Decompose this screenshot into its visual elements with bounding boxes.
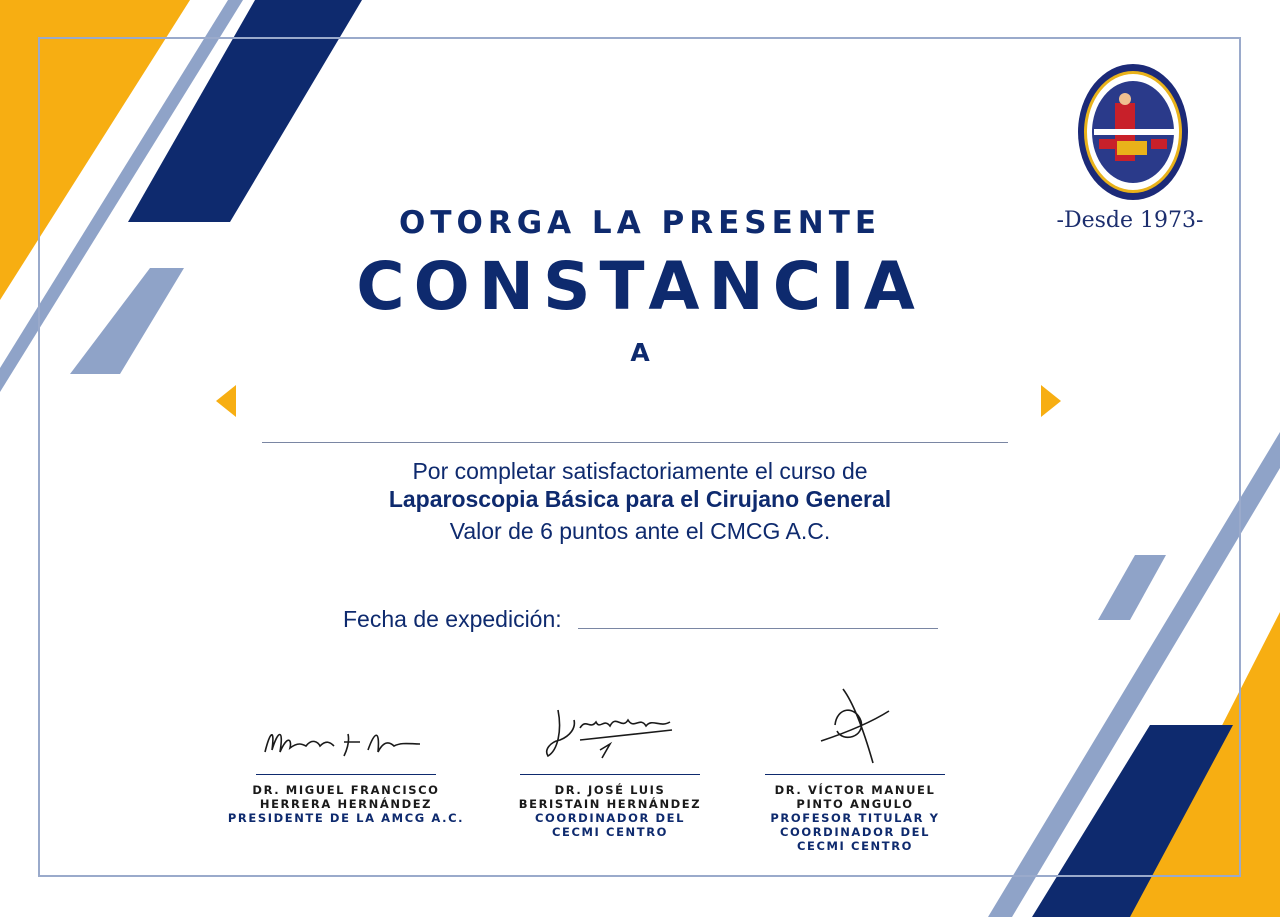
signature-herrera (260, 712, 435, 767)
issue-date-line (578, 628, 938, 629)
signature-beristain (540, 700, 680, 768)
signatory-name-line2: HERRERA HERNÁNDEZ (259, 797, 433, 811)
recipient-prefix: A (630, 338, 650, 367)
signatory-block-1 (226, 774, 466, 825)
issue-date-label: Fecha de expedición: (343, 606, 562, 632)
signature-line (256, 774, 436, 775)
signatory-role-line2: COORDINADOR DEL (779, 825, 931, 839)
otorga-heading: OTORGA LA PRESENTE (398, 205, 882, 241)
course-value: Valor de 6 puntos ante el CMCG A.C. (449, 518, 831, 544)
signatory-name-line1: DR. VÍCTOR MANUEL (774, 783, 936, 797)
course-name: Laparoscopia Básica para el Cirujano General (388, 486, 892, 512)
signatory-block-2 (500, 774, 720, 839)
recipient-name-line (262, 442, 1008, 443)
signatory-name-line1: DR. MIGUEL FRANCISCO (252, 783, 440, 797)
association-seal (1077, 63, 1189, 201)
signatory-role-line1: PRESIDENTE DE LA AMCG A.C. (227, 811, 465, 825)
signatory-block-3 (745, 774, 965, 853)
signature-line (765, 774, 945, 775)
completion-text: Por completar satisfactoriamente el curso de (412, 458, 868, 484)
signature-line (520, 774, 700, 775)
signatory-name-line1: DR. JOSÉ LUIS (554, 783, 666, 797)
signatory-role-line2: CECMI CENTRO (551, 825, 669, 839)
signatory-name-line2: PINTO ANGULO (796, 797, 914, 811)
signatory-role-line3: CECMI CENTRO (796, 839, 914, 853)
signatory-role-line1: PROFESOR TITULAR Y (770, 811, 940, 825)
certificate-title: CONSTANCIA (356, 248, 924, 325)
left-arrow-icon (216, 385, 236, 417)
signatory-name-line2: BERISTAIN HERNÁNDEZ (518, 797, 702, 811)
signature-pinto (815, 685, 895, 767)
right-arrow-icon (1041, 385, 1061, 417)
signatory-role-line1: COORDINADOR DEL (534, 811, 686, 825)
seal-since-text: -Desde 1973- (1056, 208, 1204, 233)
